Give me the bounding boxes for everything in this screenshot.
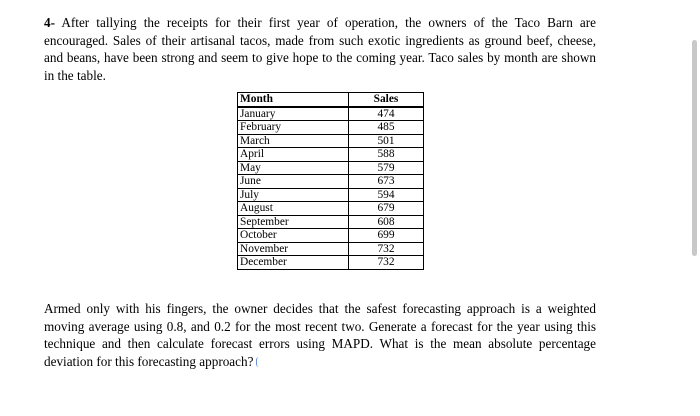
month-cell: September [238, 215, 349, 229]
table-row [238, 242, 424, 256]
table-row [238, 161, 424, 175]
month-cell: February [238, 121, 349, 135]
month-cell: June [238, 175, 349, 189]
table-body [238, 107, 424, 270]
month-cell: December [238, 256, 349, 270]
problem-intro-paragraph [44, 14, 596, 84]
sales-cell: 579 [349, 161, 424, 175]
table-row [238, 134, 424, 148]
month-cell: November [238, 242, 349, 256]
sales-cell: 594 [349, 188, 424, 202]
text-cursor-icon [256, 357, 262, 367]
problem-question-paragraph [44, 300, 596, 370]
sales-cell: 699 [349, 229, 424, 243]
sales-cell: 673 [349, 175, 424, 189]
table-row [238, 188, 424, 202]
table-row [238, 215, 424, 229]
sales-column-header: Sales [349, 93, 424, 107]
table-row [238, 107, 424, 121]
sales-cell: 588 [349, 148, 424, 162]
table-row [238, 148, 424, 162]
table-header-row [238, 93, 424, 107]
sales-cell: 608 [349, 215, 424, 229]
month-cell: October [238, 229, 349, 243]
sales-cell: 732 [349, 256, 424, 270]
problem-intro-text: After tallying the receipts for their first year of operation, the owners of the Taco Barn are encouraged. Sales of their artisanal tacos, made from such exotic ingredients as ground beef, cheese, and beans, have been strong and seem to give hope to the coming year. Taco sales by month are shown in the table. [44, 15, 596, 83]
month-cell: August [238, 202, 349, 216]
sales-cell: 485 [349, 121, 424, 135]
sales-cell: 501 [349, 134, 424, 148]
table-row [238, 121, 424, 135]
sales-cell: 474 [349, 107, 424, 121]
month-cell: May [238, 161, 349, 175]
taco-sales-table [237, 92, 424, 270]
problem-question-text: Armed only with his fingers, the owner decides that the safest forecasting approach is a weighted moving average using 0.8, and 0.2 for the most recent two. Generate a forecast for the year using this technique and then calculate forecast errors using MAPD. What is the mean absolute percentage deviation for this forecasting approach? [44, 301, 596, 369]
problem-number: 4- [44, 15, 55, 30]
table-row [238, 229, 424, 243]
table-row [238, 202, 424, 216]
month-cell: March [238, 134, 349, 148]
month-cell: January [238, 107, 349, 121]
sales-cell: 679 [349, 202, 424, 216]
table-row [238, 175, 424, 189]
table-row [238, 256, 424, 270]
vertical-scrollbar[interactable] [692, 40, 697, 256]
sales-cell: 732 [349, 242, 424, 256]
month-column-header: Month [238, 93, 349, 107]
month-cell: July [238, 188, 349, 202]
month-cell: April [238, 148, 349, 162]
